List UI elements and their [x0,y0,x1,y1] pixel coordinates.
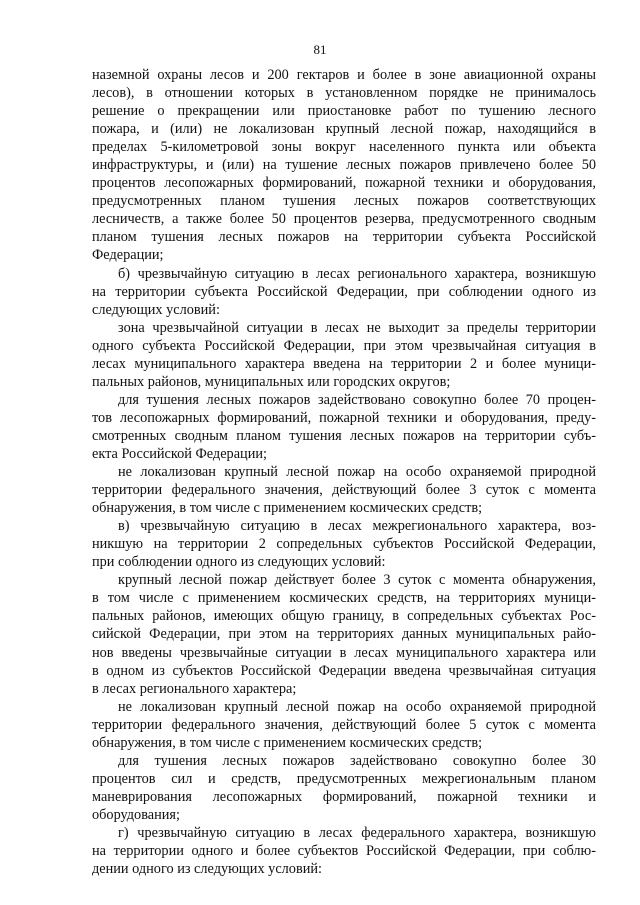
text-line: на территории одного и более субъектов Российской Федерации, при соблю- [92,843,596,860]
text-line: пожара, и (или) не локализован крупный лесной пожар, находящийся в [92,121,596,138]
text-line: тов лесопожарных формирований, пожарной техники и оборудования, преду- [92,409,596,426]
text-line: в одном из субъектов Российской Федерации введена чрезвычайная ситуация [92,662,596,679]
text-line: пальных районов, имеющих общую границу, в сопредельных субъектах Рос- [92,608,596,625]
text-line: для тушения лесных пожаров задействовано совокупно более 70 процен- [118,391,596,408]
text-line: нов введены чрезвычайные ситуации в лесах муниципального характера или [92,644,596,661]
text-line: лесничеств, а также более 50 процентов резерва, предусмотренного сводным [92,211,596,228]
text-line: обнаружения, в том числе с применением космических средств; [92,500,483,517]
text-line: лесов), в отношении которых в установленном порядке не принималось [92,85,596,102]
text-line: дении одного из следующих условий: [92,861,322,878]
text-line: для тушения лесных пожаров задействовано совокупно более 30 [118,752,596,769]
text-line: крупный лесной пожар действует более 3 суток с момента обнаружения, [118,572,596,589]
text-line: не локализован крупный лесной пожар на особо охраняемой природной [118,464,596,481]
text-line: б) чрезвычайную ситуацию в лесах регионального характера, возникшую [118,265,596,282]
text-line: не локализован крупный лесной пожар на особо охраняемой природной [118,698,596,715]
text-line: екта Российской Федерации; [92,445,267,462]
text-line: сийской Федерации, при этом на территориях данных муниципальных райо- [92,626,596,643]
page-number: 81 [313,42,327,57]
text-line: наземной охраны лесов и 200 гектаров и более в зоне авиационной охраны [92,67,596,83]
text-line: одного субъекта Российской Федерации, при этом чрезвычайная ситуация в [92,337,596,354]
text-line: пальных районов, муниципальных или городских округов; [92,373,451,390]
text-line: оборудования; [92,806,180,823]
text-line: никшую на территории 2 сопредельных субъектов Российской Федерации, [92,536,596,553]
text-line: инфраструктуры, и (или) на тушение лесных пожаров привлечено более 50 [92,157,596,174]
text-line: смотренных сводным планом тушения лесных пожаров на территории субъ- [92,427,596,444]
text-line: зона чрезвычайной ситуации в лесах не выходит за пределы территории [118,319,596,336]
text-line: на территории субъекта Российской Федерации, при соблюдении одного из [92,283,596,300]
text-line: маневрирования лесопожарных формирований, пожарной техники и [92,788,596,805]
text-line: процентов лесопожарных формирований, пожарной техники и оборудования, [92,175,596,192]
text-line: территории федерального значения, действующий более 5 суток с момента [92,716,596,733]
text-line: процентов сил и средств, предусмотренных межрегиональным планом [92,770,596,787]
text-line: предусмотренных планом тушения лесных пожаров соответствующих [92,193,596,210]
text-line: решение о прекращении или приостановке работ по тушению лесного [92,103,596,120]
text-line: лесах муниципального характера введена на территории 2 и более муници- [92,355,596,372]
text-line: планом тушения лесных пожаров на территории субъекта Российской [92,229,596,246]
text-line: обнаружения, в том числе с применением космических средств; [92,734,483,751]
text-line: Федерации; [92,247,164,264]
text-line: следующих условий: [92,301,220,318]
text-line: территории федерального значения, действующий более 3 суток с момента [92,482,596,499]
text-line: пределах 5-километровой зоны вокруг населенного пункта или объекта [92,139,596,156]
text-line: в том числе с применением космических средств, на территориях муници- [92,590,596,607]
text-line: г) чрезвычайную ситуацию в лесах федерального характера, возникшую [118,824,596,841]
text-line: при соблюдении одного из следующих условий: [92,554,386,571]
text-line: в лесах регионального характера; [92,680,297,697]
body-text [92,66,596,878]
text-line: в) чрезвычайную ситуацию в лесах межрегионального характера, воз- [118,518,596,535]
